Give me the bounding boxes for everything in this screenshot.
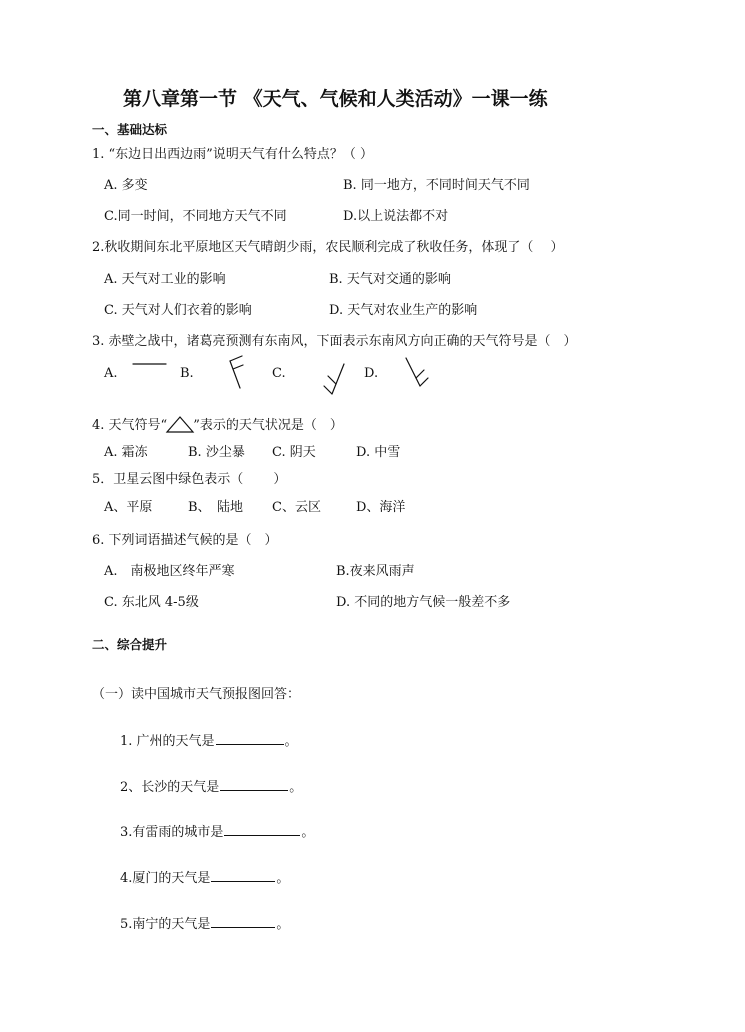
fill-item-4-end: 。 bbox=[276, 871, 290, 886]
fill-item-4 bbox=[120, 869, 289, 887]
fill-item-1-text: 1. 广州的天气是 bbox=[120, 734, 215, 749]
fill-item-5-end: 。 bbox=[276, 917, 290, 932]
triangle-weather-symbol-icon bbox=[165, 416, 195, 434]
fill-item-3-text: 3.有雷雨的城市是 bbox=[120, 825, 224, 840]
question-2-option-a: A. 天气对工业的影响 bbox=[104, 272, 226, 287]
question-3-option-a: A. bbox=[104, 366, 118, 381]
wind-symbol-b-icon bbox=[226, 356, 254, 390]
fill-item-5-text: 5.南宁的天气是 bbox=[120, 917, 211, 932]
question-4-stem-after: ”表示的天气状况是（ ） bbox=[193, 418, 343, 433]
question-1-option-a: A. 多变 bbox=[104, 178, 148, 193]
question-2-stem: 2.秋收期间东北平原地区天气晴朗少雨，农民顺利完成了秋收任务，体现了（ ） bbox=[92, 240, 564, 255]
question-1-stem: 1. “东边日出西边雨”说明天气有什么特点？（ ） bbox=[92, 147, 373, 162]
question-6-option-a: A. 南极地区终年严寒 bbox=[104, 564, 235, 579]
question-6-option-d: D. 不同的地方气候一般差不多 bbox=[336, 595, 511, 610]
question-4-stem bbox=[92, 416, 343, 434]
question-6-option-b: B.夜来风雨声 bbox=[336, 564, 415, 579]
question-3-option-c: C. bbox=[272, 366, 286, 381]
question-5-option-a: A、平原 bbox=[104, 500, 153, 515]
question-2-option-c: C. 天气对人们衣着的影响 bbox=[104, 303, 252, 318]
question-3-option-b: B. bbox=[180, 366, 194, 381]
question-6-option-c: C. 东北风 4-5级 bbox=[104, 595, 199, 610]
question-1-option-b: B. 同一地方，不同时间天气不同 bbox=[343, 178, 530, 193]
question-5-option-d: D、海洋 bbox=[356, 500, 406, 515]
question-2-option-b: B. 天气对交通的影响 bbox=[329, 272, 451, 287]
question-3-stem: 3. 赤壁之战中，诸葛亮预测有东南风，下面表示东南风方向正确的天气符号是（ ） bbox=[92, 334, 577, 349]
question-5-option-c: C、云区 bbox=[272, 500, 321, 515]
question-6-stem: 6. 下列词语描述气候的是（ ） bbox=[92, 533, 278, 548]
wind-symbol-c-icon bbox=[318, 362, 350, 398]
section-heading-basic: 一、基础达标 bbox=[92, 122, 168, 137]
question-4-stem-before: 4. 天气符号“ bbox=[92, 418, 168, 433]
question-4-option-b: B. 沙尘暴 bbox=[188, 445, 245, 460]
fill-item-2 bbox=[120, 778, 302, 796]
section-heading-comprehensive: 二、综合提升 bbox=[92, 637, 168, 652]
question-4-option-c: C. 阴天 bbox=[272, 445, 316, 460]
answer-blank-2[interactable] bbox=[220, 778, 288, 791]
fill-item-3-end: 。 bbox=[301, 825, 315, 840]
question-1-option-c: C.同一时间，不同地方天气不同 bbox=[104, 209, 287, 224]
fill-item-5 bbox=[120, 915, 289, 933]
fill-item-1 bbox=[120, 732, 298, 750]
answer-blank-4[interactable] bbox=[211, 869, 275, 882]
fill-item-2-end: 。 bbox=[289, 780, 303, 795]
answer-blank-1[interactable] bbox=[216, 732, 284, 745]
page-title: 第八章第一节 《天气、气候和人类活动》一课一练 bbox=[123, 88, 548, 110]
fill-item-3 bbox=[120, 823, 314, 841]
fill-item-1-end: 。 bbox=[284, 734, 298, 749]
question-5-option-b: B、 陆地 bbox=[188, 500, 244, 515]
question-2-option-d: D. 天气对农业生产的影响 bbox=[329, 303, 478, 318]
fill-item-2-text: 2、长沙的天气是 bbox=[120, 780, 220, 795]
question-1-option-d: D.以上说法都不对 bbox=[343, 209, 449, 224]
part-1-instruction: （一）读中国城市天气预报图回答： bbox=[92, 687, 301, 702]
answer-blank-3[interactable] bbox=[224, 823, 300, 836]
wind-symbol-d-icon bbox=[402, 356, 434, 392]
question-4-option-d: D. 中雪 bbox=[356, 445, 401, 460]
wind-symbol-a-icon bbox=[132, 358, 168, 370]
question-3-option-d: D. bbox=[364, 366, 379, 381]
answer-blank-5[interactable] bbox=[211, 915, 275, 928]
question-4-option-a: A. 霜冻 bbox=[104, 445, 148, 460]
fill-item-4-text: 4.厦门的天气是 bbox=[120, 871, 211, 886]
question-5-stem: 5．卫星云图中绿色表示（ ） bbox=[92, 472, 287, 487]
